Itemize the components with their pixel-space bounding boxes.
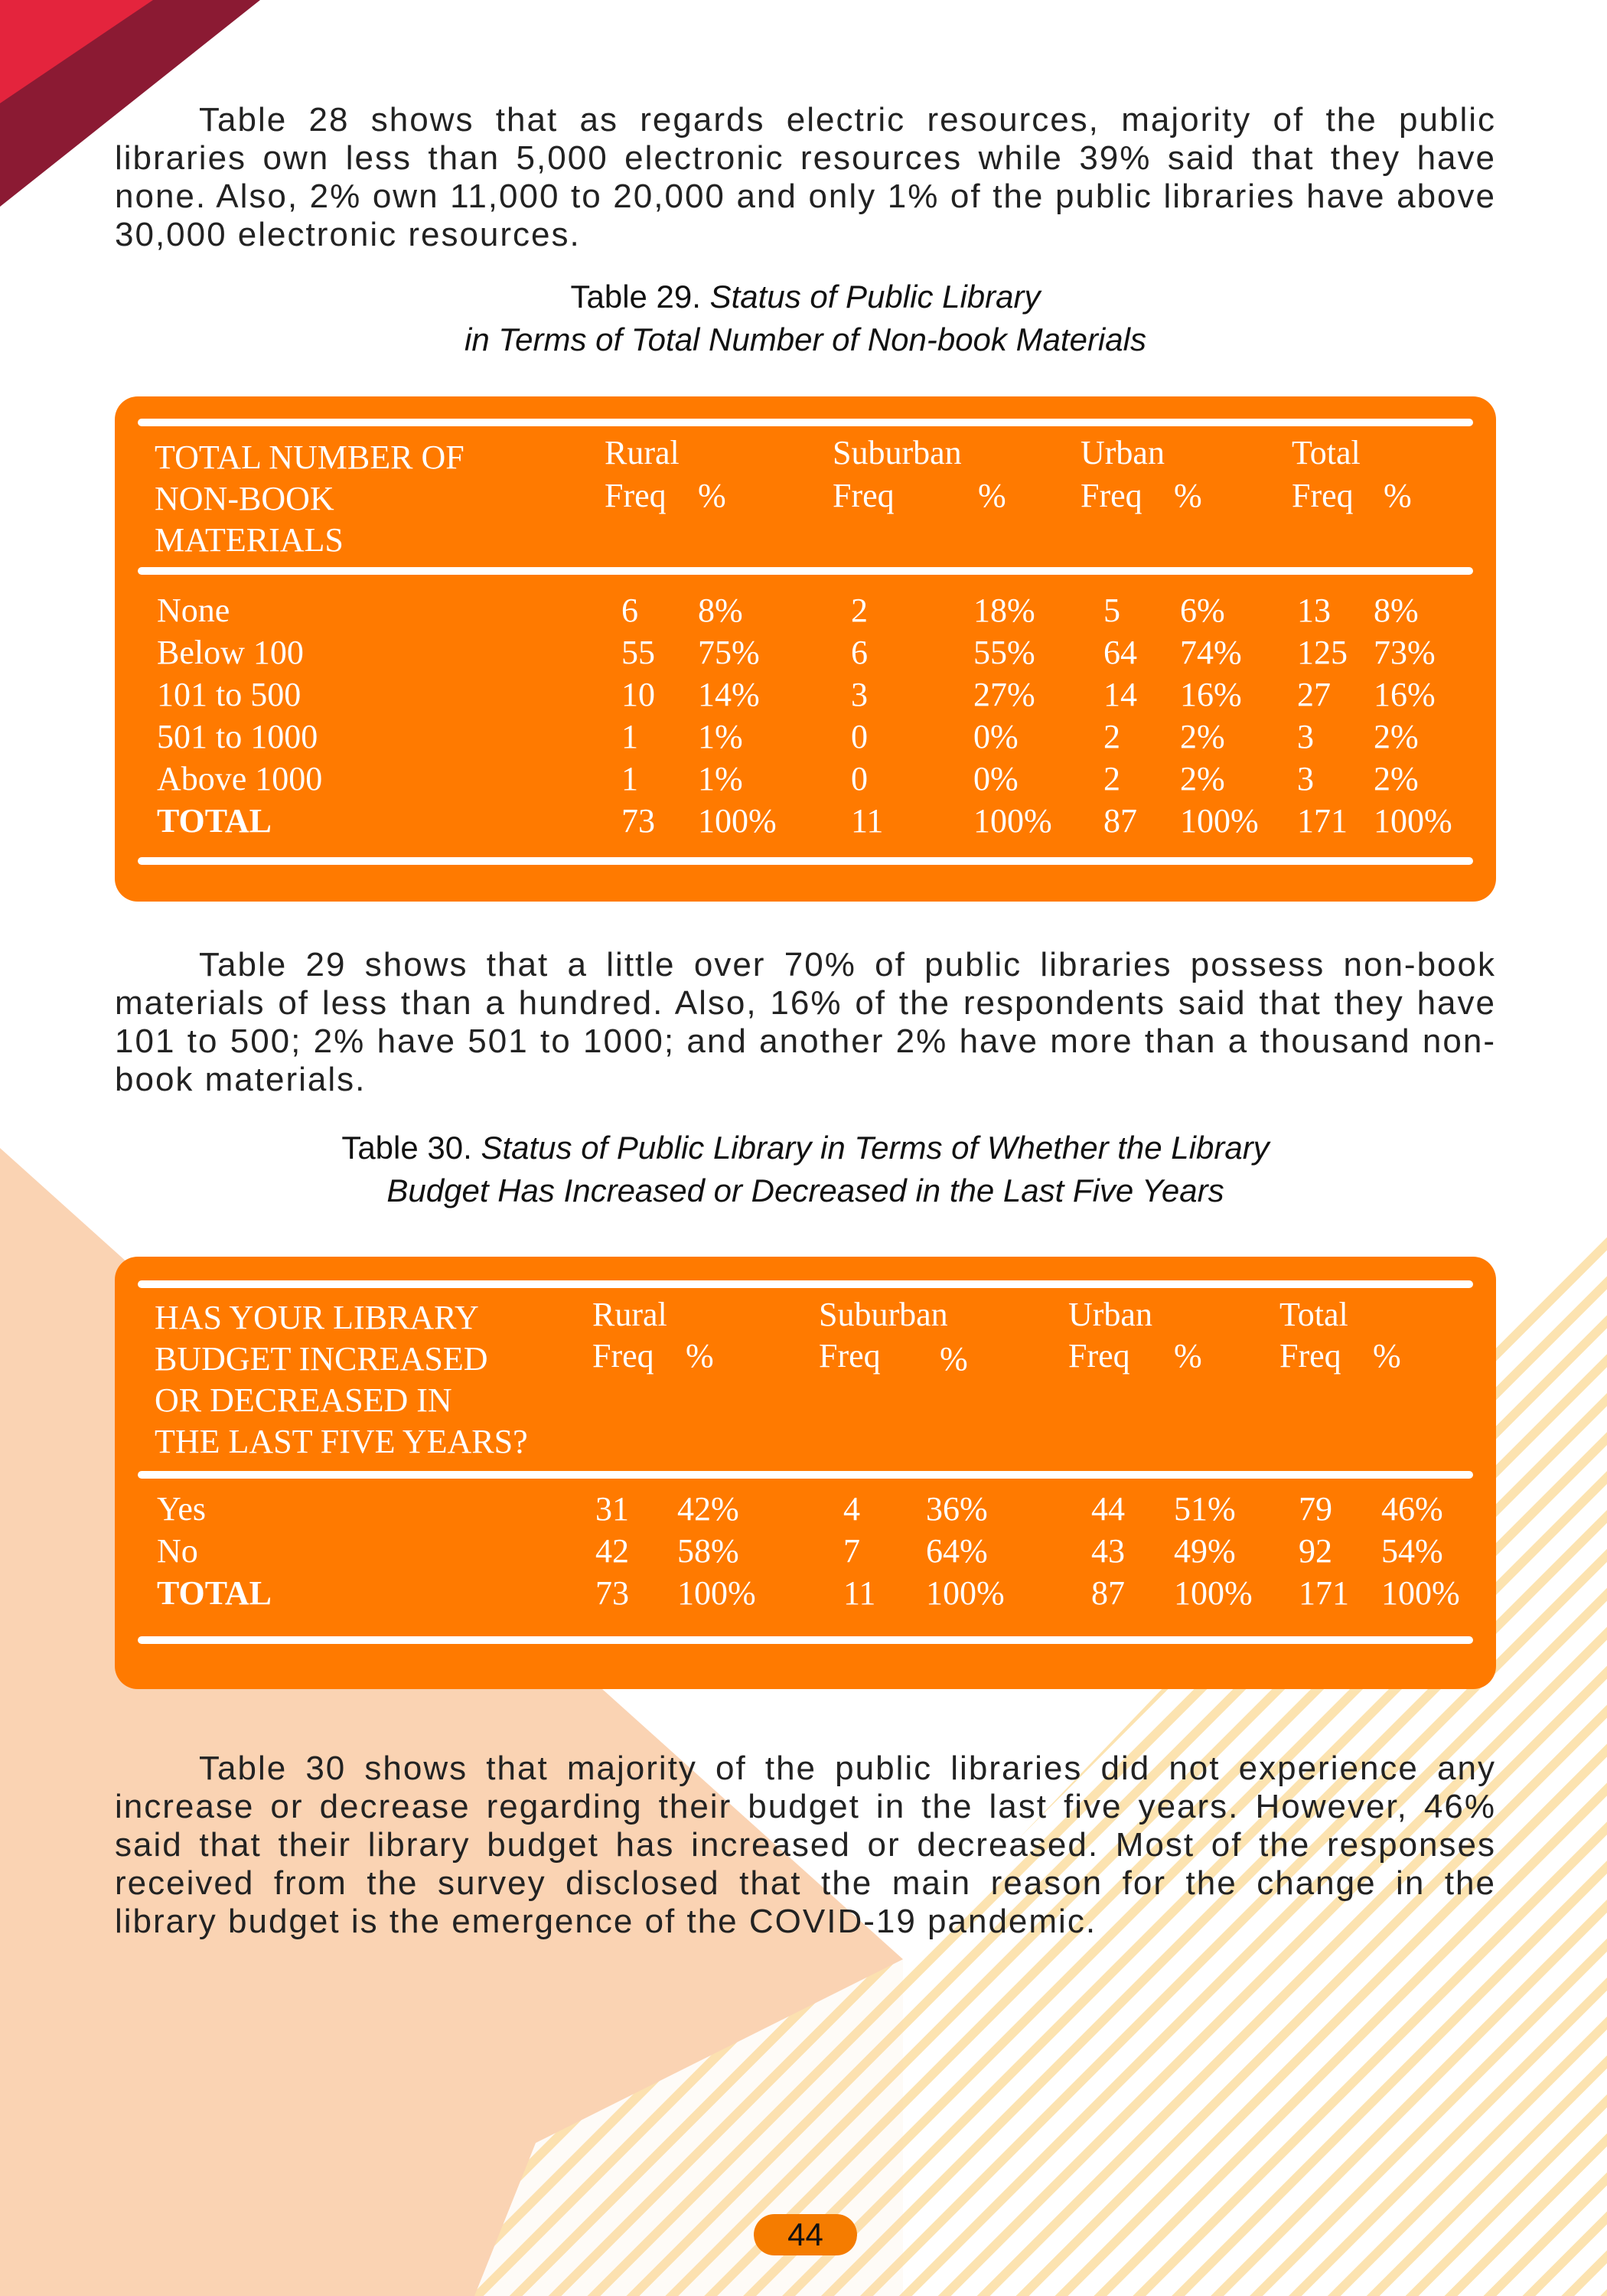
pct-header: % xyxy=(978,477,1006,514)
table-cell: 74% xyxy=(1180,634,1242,671)
freq-header: Freq xyxy=(819,1337,881,1375)
freq-header: Freq xyxy=(1292,477,1354,514)
table-cell: 0 xyxy=(851,718,868,755)
header-label-line: THE LAST FIVE YEARS? xyxy=(155,1423,528,1460)
table30-panel xyxy=(115,1257,1496,1689)
freq-header: Freq xyxy=(1279,1337,1341,1375)
table-cell: 2% xyxy=(1374,718,1419,755)
table-cell: 14 xyxy=(1103,676,1137,713)
table-cell: 42% xyxy=(677,1490,739,1528)
table-cell: 6 xyxy=(621,592,638,629)
table-cell: 3 xyxy=(1297,760,1314,797)
table-cell: 2% xyxy=(1180,718,1225,755)
table30-caption-title: Status of Public Library in Terms of Whether the Library xyxy=(481,1130,1270,1166)
table-cell: 55 xyxy=(621,634,655,671)
row-label: 101 to 500 xyxy=(157,676,302,713)
table-cell: 46% xyxy=(1381,1490,1443,1528)
row-label: No xyxy=(157,1532,198,1570)
table-cell: 42 xyxy=(595,1532,629,1570)
table-cell: 16% xyxy=(1374,676,1436,713)
table-cell: 8% xyxy=(1374,592,1419,629)
table-cell: 2% xyxy=(1374,760,1419,797)
table-cell: 100% xyxy=(1180,802,1259,840)
table-cell: 6% xyxy=(1180,592,1225,629)
table-cell: 2 xyxy=(1103,760,1120,797)
table-cell: 27% xyxy=(973,676,1035,713)
freq-header: Freq xyxy=(592,1337,654,1375)
table-cell: 18% xyxy=(973,592,1035,629)
table-cell: 3 xyxy=(1297,718,1314,755)
header-label-line: TOTAL NUMBER OF xyxy=(155,439,464,476)
group-header-suburban: Suburban xyxy=(819,1296,948,1333)
row-label: Below 100 xyxy=(157,634,304,671)
table-cell: 51% xyxy=(1174,1490,1236,1528)
row-label: None xyxy=(157,592,230,629)
table-cell: 87 xyxy=(1091,1574,1125,1612)
table-rule xyxy=(138,1471,1473,1479)
header-label-line: BUDGET INCREASED xyxy=(155,1340,488,1378)
table-rule xyxy=(138,857,1473,865)
table-cell: 171 xyxy=(1297,802,1348,840)
header-label-line: OR DECREASED IN xyxy=(155,1381,452,1419)
table-cell: 100% xyxy=(1174,1574,1253,1612)
table-cell: 2 xyxy=(851,592,868,629)
table-cell: 44 xyxy=(1091,1490,1125,1528)
row-label: 501 to 1000 xyxy=(157,718,318,755)
table-cell: 73 xyxy=(621,802,655,840)
freq-header: Freq xyxy=(1068,1337,1130,1375)
table-cell: 1 xyxy=(621,760,638,797)
table29-caption xyxy=(115,276,1496,361)
header-label-line: NON-BOOK xyxy=(155,480,334,517)
row-label: TOTAL xyxy=(157,802,272,840)
table-cell: 1% xyxy=(698,760,743,797)
table-cell: 100% xyxy=(1381,1574,1460,1612)
table-cell: 100% xyxy=(926,1574,1005,1612)
table-cell: 8% xyxy=(698,592,743,629)
table-cell: 0% xyxy=(973,718,1019,755)
table-cell: 54% xyxy=(1381,1532,1443,1570)
header-label-line: HAS YOUR LIBRARY xyxy=(155,1299,479,1336)
table-rule xyxy=(138,1280,1473,1288)
table-cell: 43 xyxy=(1091,1532,1125,1570)
table-cell: 16% xyxy=(1180,676,1242,713)
pct-header: % xyxy=(940,1340,968,1378)
table-cell: 4 xyxy=(843,1490,860,1528)
table-cell: 6 xyxy=(851,634,868,671)
freq-header: Freq xyxy=(1081,477,1143,514)
table-cell: 49% xyxy=(1174,1532,1236,1570)
table-rule xyxy=(138,1636,1473,1644)
table-cell: 11 xyxy=(843,1574,876,1612)
pct-header: % xyxy=(686,1337,714,1375)
table-cell: 3 xyxy=(851,676,868,713)
group-header-rural: Rural xyxy=(605,434,680,471)
table-cell: 64% xyxy=(926,1532,988,1570)
pct-header: % xyxy=(698,477,726,514)
table30-caption-label: Table 30. xyxy=(341,1130,472,1166)
table29-panel xyxy=(115,396,1496,902)
pct-header: % xyxy=(1373,1337,1401,1375)
table-cell: 64 xyxy=(1103,634,1137,671)
table29-caption-subtitle: in Terms of Total Number of Non-book Materials xyxy=(464,321,1146,357)
freq-header: Freq xyxy=(833,477,895,514)
table-cell: 100% xyxy=(698,802,777,840)
table-cell: 11 xyxy=(851,802,884,840)
table-cell: 125 xyxy=(1297,634,1348,671)
table-cell: 100% xyxy=(677,1574,756,1612)
freq-header: Freq xyxy=(605,477,667,514)
table-cell: 100% xyxy=(973,802,1052,840)
table-cell: 73 xyxy=(595,1574,629,1612)
group-header-urban: Urban xyxy=(1081,434,1165,471)
table29-caption-title: Status of Public Library xyxy=(709,279,1041,315)
row-label: Above 1000 xyxy=(157,760,323,797)
table-cell: 2% xyxy=(1180,760,1225,797)
table-cell: 171 xyxy=(1299,1574,1349,1612)
paragraph-table30-summary: Table 30 shows that majority of the public libraries did not experience any increase or decrease regarding their budget in the last five years. However, 46% said that their library budget has increased or decreased. Most of the responses received from the survey disclosed that the main reason for the change in the library budget is the emergence of the COVID-19 pandemic. xyxy=(115,1750,1496,1940)
table-cell: 73% xyxy=(1374,634,1436,671)
row-label: TOTAL xyxy=(157,1574,272,1612)
group-header-rural: Rural xyxy=(592,1296,667,1333)
pct-header: % xyxy=(1384,477,1412,514)
table-rule xyxy=(138,567,1473,575)
table-cell: 31 xyxy=(595,1490,629,1528)
table-cell: 0 xyxy=(851,760,868,797)
table-cell: 1 xyxy=(621,718,638,755)
table-rule xyxy=(138,419,1473,426)
pct-header: % xyxy=(1174,477,1202,514)
table30-caption-subtitle: Budget Has Increased or Decreased in the Last Five Years xyxy=(386,1172,1224,1208)
table-cell: 7 xyxy=(843,1532,860,1570)
group-header-suburban: Suburban xyxy=(833,434,962,471)
page-number: 44 xyxy=(754,2214,857,2255)
table-cell: 36% xyxy=(926,1490,988,1528)
table-cell: 92 xyxy=(1299,1532,1332,1570)
table-cell: 2 xyxy=(1103,718,1120,755)
table-cell: 14% xyxy=(698,676,760,713)
table-cell: 10 xyxy=(621,676,655,713)
table-cell: 79 xyxy=(1299,1490,1332,1528)
table-cell: 75% xyxy=(698,634,760,671)
table29-caption-label: Table 29. xyxy=(570,279,701,315)
group-header-urban: Urban xyxy=(1068,1296,1152,1333)
table-cell: 87 xyxy=(1103,802,1137,840)
group-header-total: Total xyxy=(1279,1296,1348,1333)
table-cell: 13 xyxy=(1297,592,1331,629)
table-cell: 1% xyxy=(698,718,743,755)
table-cell: 27 xyxy=(1297,676,1331,713)
header-label-line: MATERIALS xyxy=(155,521,344,559)
table-cell: 55% xyxy=(973,634,1035,671)
row-label: Yes xyxy=(157,1490,207,1528)
table30-caption xyxy=(115,1127,1496,1212)
paragraph-table28-summary: Table 28 shows that as regards electric resources, majority of the public libraries own less than 5,000 electronic resources while 39% said that they have none. Also, 2% own 11,000 to 20,000 and only 1% of the public libraries have above 30,000 electronic resources. xyxy=(115,101,1496,253)
table-cell: 100% xyxy=(1374,802,1452,840)
table-cell: 0% xyxy=(973,760,1019,797)
group-header-total: Total xyxy=(1292,434,1361,471)
table-cell: 58% xyxy=(677,1532,739,1570)
paragraph-table29-summary: Table 29 shows that a little over 70% of public libraries possess non-book materials of less than a hundred. Also, 16% of the respondents said that they have 101 to 500; 2% have 501 to 1000; and another 2% have more than a thousand non-book materials. xyxy=(115,946,1496,1098)
pct-header: % xyxy=(1174,1337,1202,1375)
table-cell: 5 xyxy=(1103,592,1120,629)
